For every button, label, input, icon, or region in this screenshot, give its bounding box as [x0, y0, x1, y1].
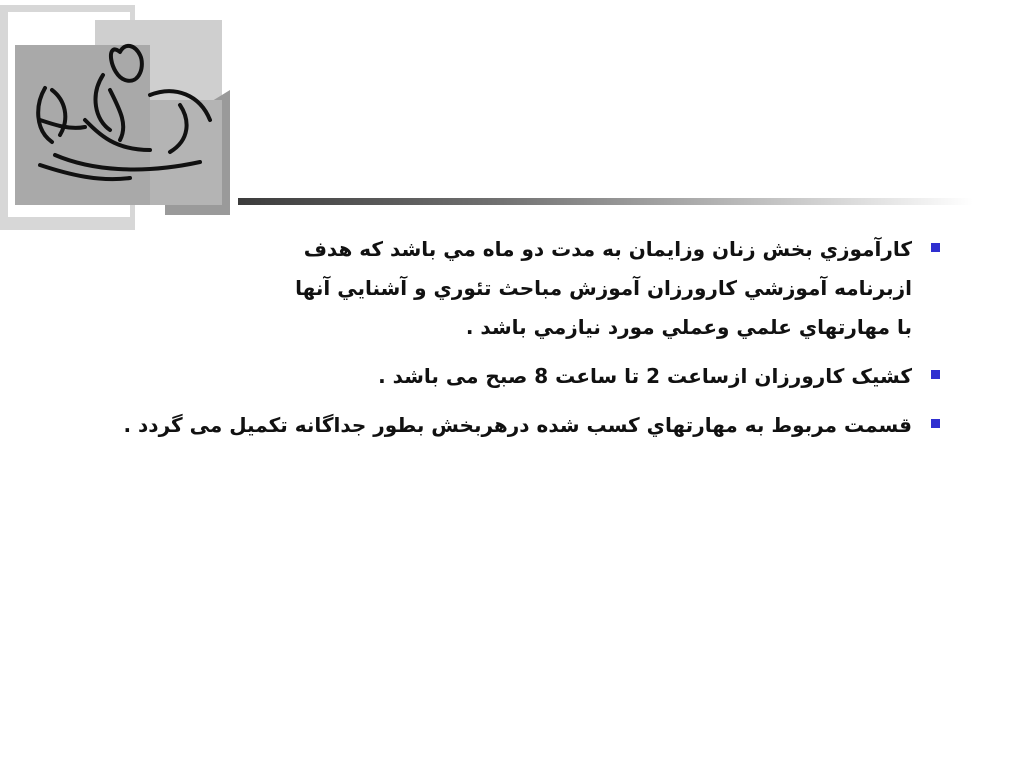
title-divider — [238, 198, 973, 205]
bullet-item — [140, 230, 960, 347]
slide-body — [123, 230, 960, 455]
bullet-square-icon — [931, 243, 940, 252]
bullet-text-line: کارآموزي بخش زنان وزايمان به مدت دو ماه مي باشد که هدف — [303, 237, 912, 261]
header-illustration — [0, 0, 240, 235]
bullet-text-line: کشيک کارورزان ازساعت 2 تا ساعت 8 صبح می باشد . — [378, 364, 912, 388]
bullet-square-icon — [931, 370, 940, 379]
bullet-item — [140, 357, 960, 396]
bullet-text-line: قسمت مربوط به مهارتهاي کسب شده درهربخش بطور جداگانه تکميل می گردد . — [123, 413, 912, 437]
mother-and-child-line-art-icon — [0, 0, 240, 235]
bullet-item — [123, 406, 960, 445]
bullet-text-line: ازبرنامه آموزشي کارورزان آموزش مباحث تئوري و آشنايي آنها — [295, 276, 912, 300]
bullet-text-line: با مهارتهاي علمي وعملي مورد نيازمي باشد . — [465, 315, 912, 339]
bullet-square-icon — [931, 419, 940, 428]
